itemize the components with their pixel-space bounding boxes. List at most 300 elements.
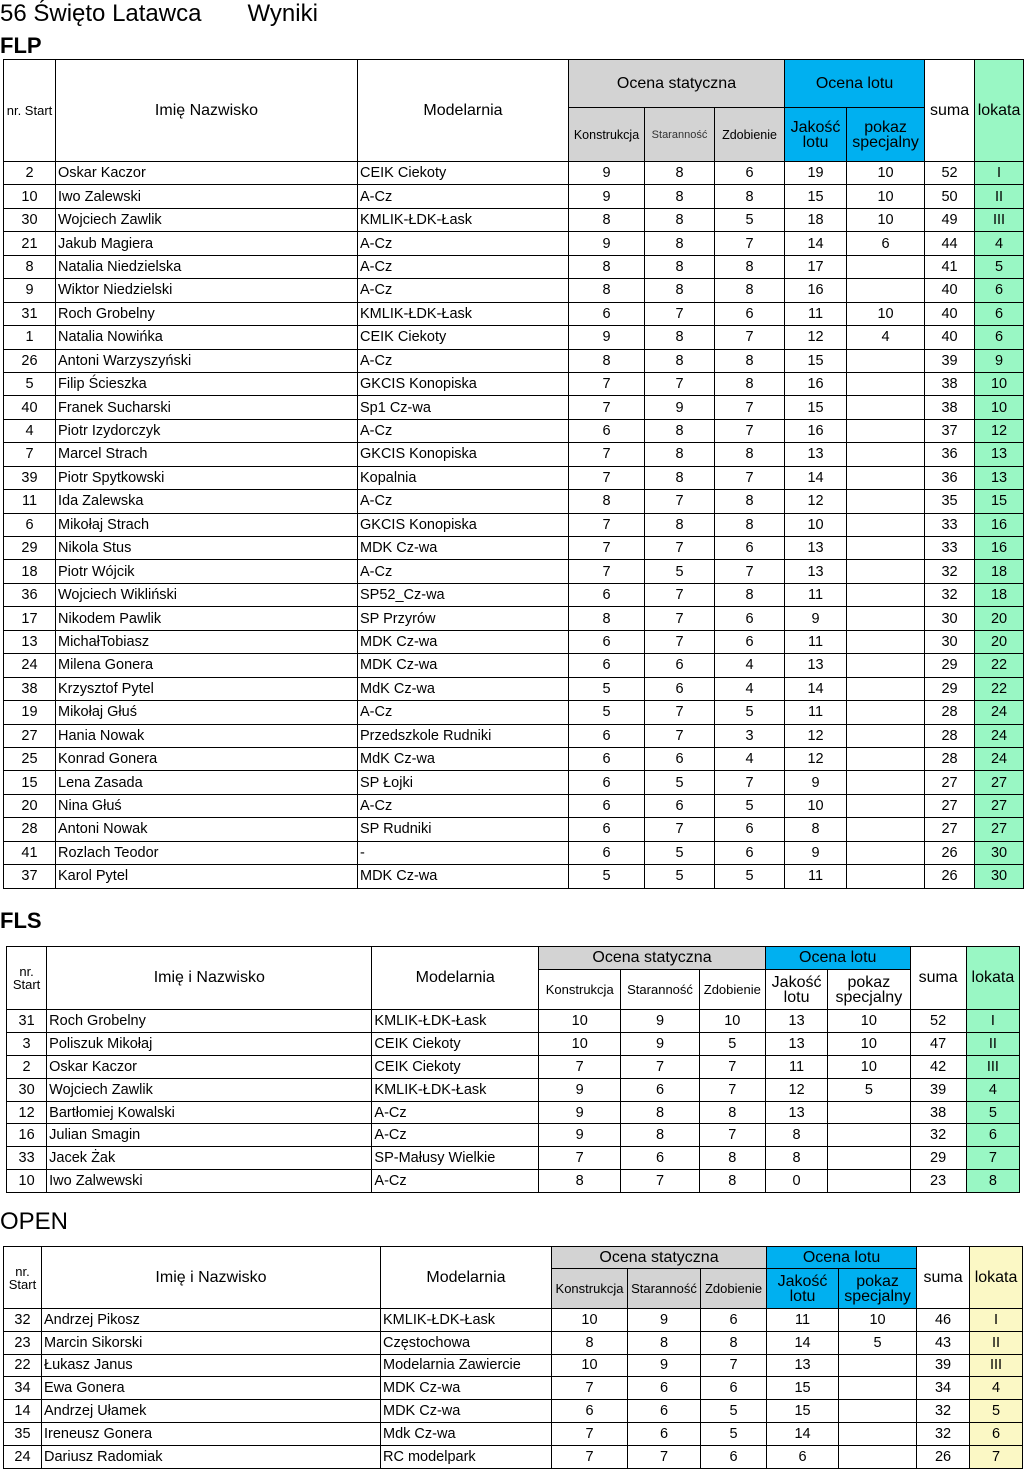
- decoration-score: 6: [715, 630, 785, 653]
- place: 8: [966, 1170, 1019, 1193]
- total-score: 40: [925, 326, 975, 349]
- construction-score: 9: [569, 185, 645, 208]
- table-row: [4, 372, 1024, 395]
- club: A-Cz: [358, 701, 569, 724]
- total-score: 49: [925, 208, 975, 231]
- start-number: 11: [4, 490, 56, 513]
- total-score: 32: [910, 1124, 966, 1147]
- participant-name: Bartłomiej Kowalski: [47, 1101, 372, 1124]
- place: 13: [975, 443, 1024, 466]
- participant-name: Ireneusz Gonera: [42, 1422, 381, 1445]
- participant-name: Mikołaj Strach: [56, 513, 358, 536]
- flight-quality-score: 12: [785, 326, 847, 349]
- diligence-score: 8: [645, 513, 715, 536]
- flight-quality-score: 14: [785, 677, 847, 700]
- participant-name: Dariusz Radomiak: [42, 1445, 381, 1468]
- diligence-score: 9: [628, 1354, 701, 1377]
- diligence-score: 7: [645, 537, 715, 560]
- special-show-score: 10: [828, 1010, 910, 1033]
- table-row: [4, 747, 1024, 770]
- participant-name: Piotr Wójcik: [56, 560, 358, 583]
- flight-quality-score: 12: [785, 747, 847, 770]
- participant-name: Piotr Izydorczyk: [56, 419, 358, 442]
- decoration-score: 7: [715, 326, 785, 349]
- decoration-score: 7: [699, 1078, 765, 1101]
- special-show-score: [847, 818, 925, 841]
- start-number: 33: [7, 1147, 47, 1170]
- club: MDK Cz-wa: [381, 1377, 552, 1400]
- club: KMLIK-ŁDK-Łask: [358, 302, 569, 325]
- construction-score: 7: [569, 466, 645, 489]
- participant-name: Oskar Kaczor: [47, 1055, 372, 1078]
- flight-quality-score: 12: [785, 490, 847, 513]
- club: RC modelpark: [381, 1445, 552, 1468]
- construction-score: 9: [539, 1124, 621, 1147]
- table-body-flp: [4, 162, 1024, 889]
- decoration-score: 7: [715, 466, 785, 489]
- col-nr-start: nr. Start: [7, 947, 47, 1010]
- total-score: 26: [917, 1445, 970, 1468]
- decoration-score: 6: [715, 537, 785, 560]
- start-number: 30: [4, 208, 56, 231]
- table-row: [4, 865, 1024, 888]
- diligence-score: 8: [621, 1124, 699, 1147]
- flight-quality-score: 9: [785, 607, 847, 630]
- participant-name: Filip Ścieszka: [56, 372, 358, 395]
- participant-name: Konrad Gonera: [56, 747, 358, 770]
- flight-quality-score: 16: [785, 372, 847, 395]
- start-number: 35: [4, 1422, 42, 1445]
- place: I: [970, 1309, 1023, 1332]
- decoration-score: 7: [715, 419, 785, 442]
- diligence-score: 8: [645, 232, 715, 255]
- participant-name: Oskar Kaczor: [56, 162, 358, 185]
- start-number: 15: [4, 771, 56, 794]
- special-show-score: [847, 865, 925, 888]
- construction-score: 7: [569, 537, 645, 560]
- club: GKCIS Konopiska: [358, 372, 569, 395]
- start-number: 17: [4, 607, 56, 630]
- start-number: 37: [4, 865, 56, 888]
- special-show-score: [847, 349, 925, 372]
- diligence-score: 7: [645, 490, 715, 513]
- decoration-score: 8: [715, 372, 785, 395]
- flight-quality-score: 13: [765, 1010, 827, 1033]
- diligence-score: 9: [621, 1010, 699, 1033]
- total-score: 44: [925, 232, 975, 255]
- club: A-Cz: [358, 185, 569, 208]
- special-show-score: [839, 1354, 917, 1377]
- event-title: 56 Święto Latawca: [0, 0, 202, 27]
- special-show-score: [847, 490, 925, 513]
- start-number: 2: [4, 162, 56, 185]
- table-row: [4, 349, 1024, 372]
- diligence-score: 6: [621, 1147, 699, 1170]
- table-row: [4, 771, 1024, 794]
- table-row: [4, 1422, 1023, 1445]
- construction-score: 8: [552, 1331, 628, 1354]
- table-row: [4, 607, 1024, 630]
- flight-quality-score: 11: [785, 865, 847, 888]
- page-title: [0, 0, 318, 28]
- table-row: [4, 513, 1024, 536]
- flight-quality-score: 15: [785, 396, 847, 419]
- start-number: 4: [4, 419, 56, 442]
- table-row: [4, 1445, 1023, 1468]
- flight-quality-score: 15: [767, 1377, 839, 1400]
- total-score: 28: [925, 701, 975, 724]
- construction-score: 8: [569, 279, 645, 302]
- total-score: 50: [925, 185, 975, 208]
- decoration-score: 6: [715, 818, 785, 841]
- participant-name: Iwo Zalwewski: [47, 1170, 372, 1193]
- place: 22: [975, 677, 1024, 700]
- col-club: Modelarnia: [381, 1247, 552, 1309]
- construction-score: 8: [569, 255, 645, 278]
- start-number: 2: [7, 1055, 47, 1078]
- start-number: 29: [4, 537, 56, 560]
- total-score: 28: [925, 724, 975, 747]
- construction-score: 9: [569, 232, 645, 255]
- section-title-open: OPEN: [0, 1208, 69, 1235]
- construction-score: 6: [569, 794, 645, 817]
- start-number: 13: [4, 630, 56, 653]
- special-show-score: 10: [828, 1032, 910, 1055]
- decoration-score: 8: [715, 279, 785, 302]
- table-row: [7, 1147, 1020, 1170]
- start-number: 18: [4, 560, 56, 583]
- club: Mdk Cz-wa: [381, 1422, 552, 1445]
- flight-quality-score: 13: [785, 443, 847, 466]
- special-show-score: [847, 513, 925, 536]
- construction-score: 8: [569, 349, 645, 372]
- col-sum: suma: [917, 1247, 970, 1309]
- participant-name: Wiktor Niedzielski: [56, 279, 358, 302]
- col-sum: suma: [925, 60, 975, 162]
- special-show-score: [847, 701, 925, 724]
- flight-quality-score: 15: [767, 1400, 839, 1423]
- start-number: 19: [4, 701, 56, 724]
- construction-score: 5: [569, 865, 645, 888]
- total-score: 29: [925, 654, 975, 677]
- place: 20: [975, 607, 1024, 630]
- total-score: 27: [925, 771, 975, 794]
- construction-score: 5: [569, 677, 645, 700]
- place: 30: [975, 865, 1024, 888]
- place: 24: [975, 724, 1024, 747]
- start-number: 39: [4, 466, 56, 489]
- construction-score: 6: [552, 1400, 628, 1423]
- place: 24: [975, 747, 1024, 770]
- place: 5: [975, 255, 1024, 278]
- club: A-Cz: [358, 349, 569, 372]
- start-number: 10: [7, 1170, 47, 1193]
- flight-quality-score: 6: [767, 1445, 839, 1468]
- flight-quality-score: 18: [785, 208, 847, 231]
- table-row: [4, 818, 1024, 841]
- diligence-score: 7: [621, 1170, 699, 1193]
- participant-name: Marcel Strach: [56, 443, 358, 466]
- total-score: 36: [925, 466, 975, 489]
- total-score: 40: [925, 279, 975, 302]
- decoration-score: 8: [699, 1101, 765, 1124]
- col-name: Imię i Nazwisko: [42, 1247, 381, 1309]
- special-show-score: [847, 372, 925, 395]
- special-show-score: [839, 1377, 917, 1400]
- place: I: [975, 162, 1024, 185]
- decoration-score: 6: [715, 162, 785, 185]
- place: III: [970, 1354, 1023, 1377]
- place: 20: [975, 630, 1024, 653]
- total-score: 28: [925, 747, 975, 770]
- special-show-score: [839, 1422, 917, 1445]
- col-diligence: Staranność: [621, 970, 699, 1010]
- place: I: [966, 1010, 1019, 1033]
- total-score: 47: [910, 1032, 966, 1055]
- total-score: 39: [925, 349, 975, 372]
- special-show-score: [847, 443, 925, 466]
- col-special-show: pokaz specjalny: [828, 970, 910, 1010]
- place: 10: [975, 396, 1024, 419]
- start-number: 10: [4, 185, 56, 208]
- diligence-score: 7: [645, 701, 715, 724]
- special-show-score: 5: [828, 1078, 910, 1101]
- start-number: 30: [7, 1078, 47, 1101]
- club: KMLIK-ŁDK-Łask: [372, 1078, 539, 1101]
- total-score: 30: [925, 630, 975, 653]
- club: A-Cz: [358, 490, 569, 513]
- participant-name: Antoni Warzyszyński: [56, 349, 358, 372]
- club: MDK Cz-wa: [381, 1400, 552, 1423]
- flight-quality-score: 11: [785, 302, 847, 325]
- construction-score: 6: [569, 841, 645, 864]
- decoration-score: 8: [701, 1331, 767, 1354]
- table-row: [4, 677, 1024, 700]
- diligence-score: 6: [645, 747, 715, 770]
- diligence-score: 6: [628, 1400, 701, 1423]
- diligence-score: 6: [628, 1377, 701, 1400]
- total-score: 38: [925, 372, 975, 395]
- diligence-score: 7: [645, 583, 715, 606]
- construction-score: 6: [569, 419, 645, 442]
- place: 13: [975, 466, 1024, 489]
- club: Częstochowa: [381, 1331, 552, 1354]
- construction-score: 7: [569, 560, 645, 583]
- decoration-score: 6: [715, 841, 785, 864]
- start-number: 3: [7, 1032, 47, 1055]
- results-label: Wyniki: [247, 0, 318, 27]
- diligence-score: 8: [645, 349, 715, 372]
- place: 10: [975, 372, 1024, 395]
- special-show-score: [847, 537, 925, 560]
- club: MDK Cz-wa: [358, 865, 569, 888]
- total-score: 35: [925, 490, 975, 513]
- place: 7: [970, 1445, 1023, 1468]
- place: 27: [975, 794, 1024, 817]
- table-row: [4, 724, 1024, 747]
- decoration-score: 3: [715, 724, 785, 747]
- col-name: Imię Nazwisko: [56, 60, 358, 162]
- start-number: 32: [4, 1309, 42, 1332]
- participant-name: Milena Gonera: [56, 654, 358, 677]
- diligence-score: 8: [645, 326, 715, 349]
- special-show-score: 10: [847, 208, 925, 231]
- diligence-score: 8: [645, 185, 715, 208]
- club: Przedszkole Rudniki: [358, 724, 569, 747]
- special-show-score: 10: [828, 1055, 910, 1078]
- diligence-score: 6: [645, 794, 715, 817]
- club: A-Cz: [358, 279, 569, 302]
- flight-quality-score: 10: [785, 513, 847, 536]
- col-nr-start: nr. Start: [4, 1247, 42, 1309]
- table-row: [4, 466, 1024, 489]
- start-number: 38: [4, 677, 56, 700]
- special-show-score: [828, 1170, 910, 1193]
- decoration-score: 7: [715, 560, 785, 583]
- total-score: 26: [925, 865, 975, 888]
- place: III: [966, 1055, 1019, 1078]
- construction-score: 6: [569, 583, 645, 606]
- flight-quality-score: 13: [785, 654, 847, 677]
- club: MdK Cz-wa: [358, 747, 569, 770]
- table-row: [4, 255, 1024, 278]
- construction-score: 8: [569, 607, 645, 630]
- club: A-Cz: [358, 419, 569, 442]
- section-title-flp: FLP: [0, 33, 42, 58]
- col-flight-score: Ocena lotu: [785, 60, 925, 108]
- table-row: [4, 537, 1024, 560]
- participant-name: Łukasz Janus: [42, 1354, 381, 1377]
- decoration-score: 7: [715, 396, 785, 419]
- club: SP-Małusy Wielkie: [372, 1147, 539, 1170]
- construction-score: 5: [569, 701, 645, 724]
- special-show-score: [847, 724, 925, 747]
- table-body-fls: [7, 1010, 1020, 1193]
- participant-name: Ida Zalewska: [56, 490, 358, 513]
- participant-name: Julian Smagin: [47, 1124, 372, 1147]
- participant-name: Antoni Nowak: [56, 818, 358, 841]
- place: 18: [975, 583, 1024, 606]
- col-construction: Konstrukcja: [552, 1269, 628, 1309]
- diligence-score: 8: [645, 466, 715, 489]
- flight-quality-score: 16: [785, 419, 847, 442]
- decoration-score: 8: [715, 349, 785, 372]
- participant-name: Nikodem Pawlik: [56, 607, 358, 630]
- construction-score: 8: [539, 1170, 621, 1193]
- place: 7: [966, 1147, 1019, 1170]
- results-table-flp: [3, 59, 1024, 889]
- special-show-score: 10: [839, 1309, 917, 1332]
- start-number: 25: [4, 747, 56, 770]
- total-score: 36: [925, 443, 975, 466]
- total-score: 29: [925, 677, 975, 700]
- construction-score: 9: [539, 1078, 621, 1101]
- construction-score: 6: [569, 724, 645, 747]
- start-number: 34: [4, 1377, 42, 1400]
- total-score: 38: [910, 1101, 966, 1124]
- participant-name: MichałTobiasz: [56, 630, 358, 653]
- total-score: 32: [917, 1422, 970, 1445]
- start-number: 41: [4, 841, 56, 864]
- diligence-score: 6: [621, 1078, 699, 1101]
- club: A-Cz: [358, 232, 569, 255]
- special-show-score: [847, 654, 925, 677]
- start-number: 21: [4, 232, 56, 255]
- start-number: 24: [4, 654, 56, 677]
- special-show-score: [839, 1445, 917, 1468]
- table-row: [7, 1170, 1020, 1193]
- table-row: [4, 302, 1024, 325]
- table-row: [4, 1400, 1023, 1423]
- special-show-score: [847, 279, 925, 302]
- construction-score: 10: [552, 1354, 628, 1377]
- club: MDK Cz-wa: [358, 537, 569, 560]
- diligence-score: 9: [621, 1032, 699, 1055]
- place: III: [975, 208, 1024, 231]
- table-row: [4, 794, 1024, 817]
- table-row: [4, 162, 1024, 185]
- total-score: 32: [917, 1400, 970, 1423]
- decoration-score: 8: [699, 1170, 765, 1193]
- total-score: 38: [925, 396, 975, 419]
- decoration-score: 5: [715, 794, 785, 817]
- flight-quality-score: 11: [785, 701, 847, 724]
- participant-name: Nikola Stus: [56, 537, 358, 560]
- table-row: [4, 841, 1024, 864]
- construction-score: 7: [552, 1422, 628, 1445]
- decoration-score: 8: [715, 185, 785, 208]
- total-score: 32: [925, 560, 975, 583]
- special-show-score: [847, 396, 925, 419]
- participant-name: Natalia Nowińka: [56, 326, 358, 349]
- flight-quality-score: 12: [765, 1078, 827, 1101]
- club: A-Cz: [358, 255, 569, 278]
- flight-quality-score: 9: [785, 771, 847, 794]
- decoration-score: 7: [699, 1055, 765, 1078]
- diligence-score: 8: [645, 208, 715, 231]
- flight-quality-score: 13: [767, 1354, 839, 1377]
- decoration-score: 7: [715, 771, 785, 794]
- place: 15: [975, 490, 1024, 513]
- decoration-score: 6: [715, 607, 785, 630]
- club: SP Rudniki: [358, 818, 569, 841]
- total-score: 27: [925, 794, 975, 817]
- decoration-score: 6: [701, 1445, 767, 1468]
- col-flight-quality: Jakość lotu: [765, 970, 827, 1010]
- participant-name: Mikołaj Głuś: [56, 701, 358, 724]
- place: 12: [975, 419, 1024, 442]
- special-show-score: [847, 583, 925, 606]
- diligence-score: 6: [645, 654, 715, 677]
- special-show-score: 10: [847, 185, 925, 208]
- col-construction: Konstrukcja: [569, 108, 645, 162]
- special-show-score: [847, 677, 925, 700]
- col-flight-score: Ocena lotu: [765, 947, 910, 970]
- construction-score: 8: [569, 490, 645, 513]
- decoration-score: 5: [715, 208, 785, 231]
- table-row: [4, 419, 1024, 442]
- col-club: Modelarnia: [372, 947, 539, 1010]
- flight-quality-score: 11: [785, 630, 847, 653]
- table-row: [4, 208, 1024, 231]
- diligence-score: 8: [645, 419, 715, 442]
- table-row: [4, 185, 1024, 208]
- col-decoration: Zdobienie: [701, 1269, 767, 1309]
- total-score: 52: [910, 1010, 966, 1033]
- club: CEIK Ciekoty: [372, 1032, 539, 1055]
- start-number: 6: [4, 513, 56, 536]
- decoration-score: 5: [715, 701, 785, 724]
